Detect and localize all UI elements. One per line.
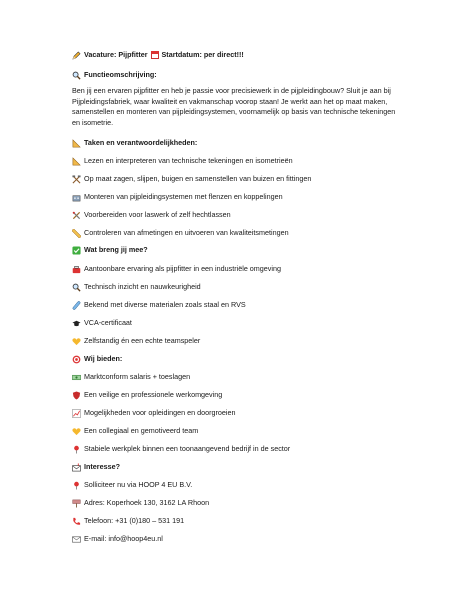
- task-item: [72, 228, 289, 238]
- ruler-icon: [72, 229, 81, 238]
- building-icon: [72, 193, 81, 202]
- graduation-cap-icon: [72, 319, 81, 328]
- offer-item: [72, 390, 222, 400]
- task-item: [72, 210, 231, 220]
- test-tube-icon: [72, 301, 81, 310]
- contact-text: Telefoon: +31 (0)180 – 531 191: [84, 516, 185, 525]
- phone-icon: [72, 517, 81, 526]
- offer-text: Mogelijkheden voor opleidingen en doorgroeien: [84, 408, 236, 417]
- contact-text: Solliciteer nu via HOOP 4 EU B.V.: [84, 480, 193, 489]
- task-text: Monteren van pijpleidingsystemen met flenzen en koppelingen: [84, 192, 283, 201]
- task-text: Voorbereiden voor laswerk of zelf hechtlassen: [84, 210, 231, 219]
- contact-item[interactable]: [72, 534, 163, 544]
- requirement-item: [72, 318, 132, 328]
- task-item: [72, 156, 293, 166]
- vacancy-title-line: [72, 50, 244, 60]
- map-pin-icon: [72, 445, 81, 454]
- contact-heading: Interesse?: [84, 462, 120, 471]
- description-heading-line: [72, 70, 157, 80]
- requirement-item: [72, 282, 201, 292]
- description-heading: Functieomschrijving:: [84, 70, 157, 79]
- signpost-icon: [72, 499, 81, 508]
- calendar-icon: [151, 51, 159, 59]
- tasks-heading-line: [72, 138, 197, 148]
- pin-icon: [72, 481, 81, 490]
- email-icon: [72, 535, 81, 544]
- requirement-item: [72, 336, 200, 346]
- contact-item: [72, 480, 192, 490]
- shield-icon: [72, 391, 81, 400]
- contact-heading-line: [72, 462, 120, 472]
- offer-heading-line: [72, 354, 122, 364]
- requirement-text: VCA-certificaat: [84, 318, 132, 327]
- magnifier-icon: [72, 71, 81, 80]
- offer-item: [72, 372, 190, 382]
- check-mark-icon: [72, 246, 81, 255]
- contact-item[interactable]: [72, 516, 184, 526]
- task-text: Controleren van afmetingen en uitvoeren van kwaliteitsmetingen: [84, 228, 289, 237]
- triangle-ruler-icon: [72, 139, 81, 148]
- target-icon: [72, 355, 81, 364]
- requirement-text: Zelfstandig én een echte teamspeler: [84, 336, 201, 345]
- magnifier-icon: [72, 283, 81, 292]
- requirement-text: Bekend met diverse materialen zoals staal en RVS: [84, 300, 246, 309]
- contact-text: Adres: Koperhoek 130, 3162 LA Rhoon: [84, 498, 210, 507]
- heart-icon: [72, 337, 81, 346]
- offer-item: [72, 408, 235, 418]
- offer-text: Marktconform salaris + toeslagen: [84, 372, 191, 381]
- contact-item: [72, 498, 209, 508]
- chart-icon: [72, 409, 81, 418]
- requirements-heading: Wat breng jij mee?: [84, 245, 148, 254]
- task-item: [72, 192, 283, 202]
- mailbox-icon: [72, 463, 81, 472]
- vacancy-title: Vacature: Pijpfitter: [84, 50, 148, 59]
- requirement-item: [72, 300, 246, 310]
- offer-item: [72, 444, 290, 454]
- offer-text: Een collegiaal en gemotiveerd team: [84, 426, 199, 435]
- heart-icon: [72, 427, 81, 436]
- tools-icon: [72, 211, 81, 220]
- requirement-text: Technisch inzicht en nauwkeurigheid: [84, 282, 201, 291]
- requirement-item: [72, 264, 281, 274]
- pencil-icon: [72, 51, 81, 60]
- triangle-ruler-icon: [72, 157, 81, 166]
- description-text: Ben jij een ervaren pijpfitter en heb je passie voor precisiewerk in de pijpleidingbouw? Sluit je aan bij Pijpleidingsfabriek, waar kwaliteit en vakmanschap voorop staan! Je werkt aan het op maat maken, samenstellen en monteren van pijpleidingsystemen, voornamelijk op basis van technische tekeningen en isometrie.: [72, 86, 396, 127]
- task-item: [72, 174, 311, 184]
- start-date: Startdatum: per direct!!!: [161, 50, 244, 59]
- offer-text: Een veilige en professionele werkomgeving: [84, 390, 223, 399]
- tasks-heading: Taken en verantwoordelijkheden:: [84, 138, 198, 147]
- requirements-heading-line: [72, 245, 148, 255]
- task-text: Op maat zagen, slijpen, buigen en samenstellen van buizen en fittingen: [84, 174, 312, 183]
- offer-item: [72, 426, 198, 436]
- contact-text: E-mail: info@hoop4eu.nl: [84, 534, 163, 543]
- toolbox-icon: [72, 265, 81, 274]
- requirement-text: Aantoonbare ervaring als pijpfitter in een industriële omgeving: [84, 264, 281, 273]
- money-icon: [72, 373, 81, 382]
- offer-text: Stabiele werkplek binnen een toonaangevend bedrijf in de sector: [84, 444, 291, 453]
- task-text: Lezen en interpreteren van technische tekeningen en isometrieën: [84, 156, 293, 165]
- hammer-and-pick-icon: [72, 175, 81, 184]
- offer-heading: Wij bieden:: [84, 354, 123, 363]
